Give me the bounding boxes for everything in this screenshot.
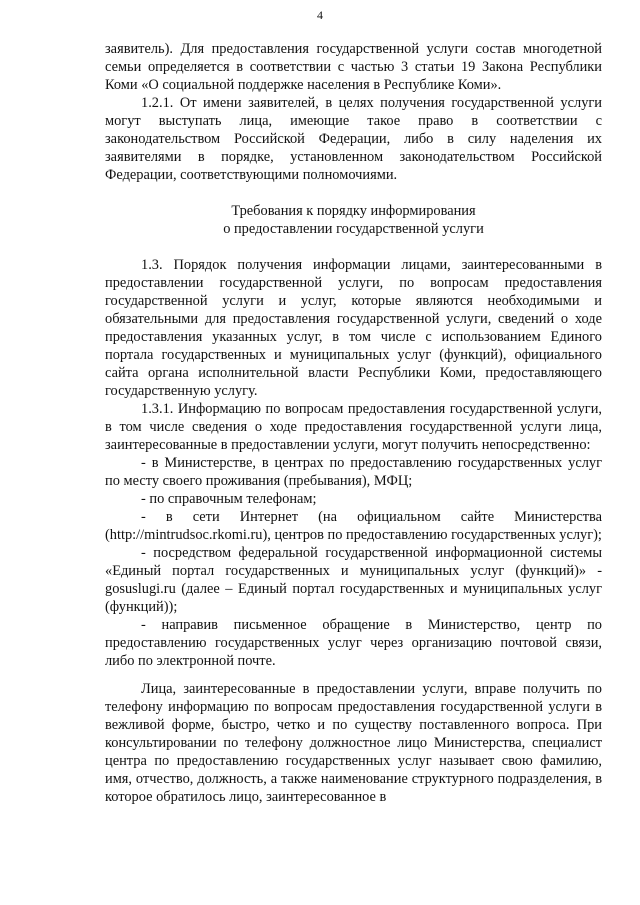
paragraph-1-2-1: 1.2.1. От имени заявителей, в целях получения государственной услуги могут выступать лица, имеющие такое право в соответствии с законодательством Российской Федерации, либо в силу наделения их заявителями в порядке, установленном законодательством Российской Федерации, соответствующими полномочиями. bbox=[105, 95, 602, 183]
list-item-internet: - в сети Интернет (на официальном сайте Министерства (http://mintrudsoc.rkomi.ru), центров по предоставлению государственных услуг); bbox=[105, 509, 602, 543]
list-item-ministry: - в Министерстве, в центрах по предоставлению государственных услуг по месту своего проживания (пребывания), МФЦ; bbox=[105, 455, 602, 489]
list-item-written-request: - направив письменное обращение в Министерство, центр по предоставлению государственных услуг через организацию почтовой связи, либо по электронной почте. bbox=[105, 617, 602, 669]
paragraph-1-3-1: 1.3.1. Информацию по вопросам предоставления государственной услуги, в том числе сведения о ходе предоставления государственной услуги лица, заинтересованные в предоставлении услуги, могут получить непосредственно: bbox=[105, 401, 602, 453]
list-item-phones: - по справочным телефонам; bbox=[141, 491, 317, 507]
page-number: 4 bbox=[317, 8, 323, 22]
paragraph-1-3: 1.3. Порядок получения информации лицами, заинтересованными в предоставлении государственной услуги, по вопросам предоставления государственной услуги и услуг, которые являются необходимыми и обязательными для предоставления государственной услуги, сведений о ходе предоставления указанных услуг, в том числе с использованием Единого портала государственных и муниципальных услуг (функций), официального сайта органа исполнительной власти Республики Коми, предоставляющего государственную услугу. bbox=[105, 257, 602, 399]
section-heading-line-2: о предоставлении государственной услуги bbox=[223, 221, 484, 237]
document-body bbox=[105, 40, 602, 806]
paragraph-phone-consultation: Лица, заинтересованные в предоставлении услуги, вправе получить по телефону информацию по вопросам предоставления государственной услуги в вежливой форме, быстро, четко и по существу поставленного вопроса. При консультировании по телефону должностное лицо Министерства, специалист центра по предоставлению государственных услуг называет свою фамилию, имя, отчество, должность, а также наименование структурного подразделения, в которое обратилось лицо, заинтересованное в bbox=[105, 681, 602, 805]
paragraph-continuation: заявитель). Для предоставления государственной услуги состав многодетной семьи определяется в соответствии с частью 3 статьи 19 Закона Республики Коми «О социальной поддержке населения в Республике Коми». bbox=[105, 41, 602, 93]
list-item-gosuslugi: - посредством федеральной государственной информационной системы «Единый портал государственных и муниципальных услуг (функций)» - gosuslugi.ru (далее – Единый портал государственных и муниципальных услуг (функций)); bbox=[105, 545, 602, 615]
section-heading-line-1: Требования к порядку информирования bbox=[231, 203, 476, 219]
section-heading bbox=[105, 202, 602, 238]
